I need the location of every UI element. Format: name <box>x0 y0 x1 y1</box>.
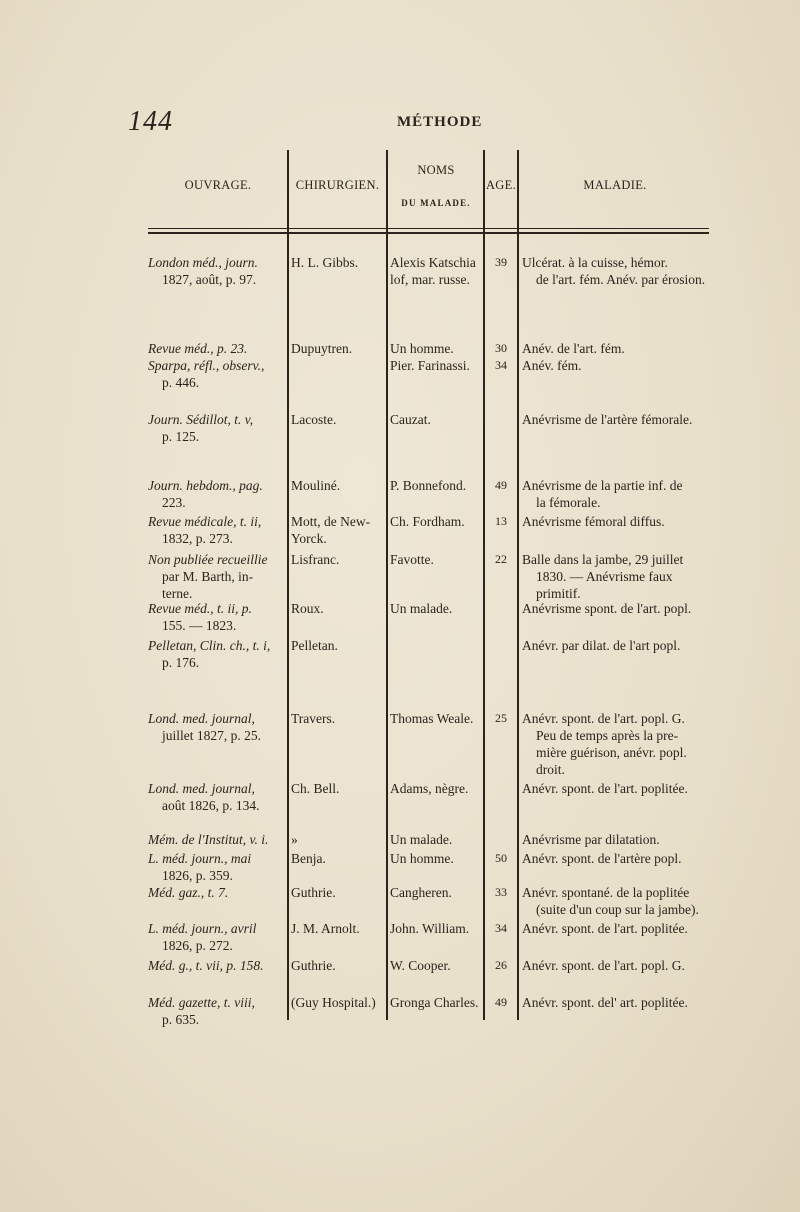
cell-chirurgien: Roux. <box>291 601 324 616</box>
cell-maladie: Balle dans la jambe, 29 juillet <box>522 552 684 567</box>
cell-maladie: Anévr. spont. de l'art. popl. G. <box>522 958 685 973</box>
cell-ouvrage: p. 446. <box>162 375 200 390</box>
cell-maladie: Anévr. spont. de l'art. popl. G. <box>522 711 685 726</box>
cell-noms: W. Cooper. <box>390 958 451 973</box>
cell-chirurgien: Yorck. <box>291 531 327 546</box>
header-rule-bottom <box>148 232 709 234</box>
header-rule-top <box>148 228 709 229</box>
header-du-malade: DU MALADE. <box>401 198 471 208</box>
cell-age: 49 <box>495 478 507 492</box>
header-age: AGE. <box>485 178 516 192</box>
cell-chirurgien: Guthrie. <box>291 958 336 973</box>
cell-ouvrage: Sparpa, réfl., observ., <box>148 358 265 373</box>
cell-age: 39 <box>495 255 507 269</box>
cell-ouvrage: Pelletan, Clin. ch., t. i, <box>148 638 271 653</box>
cell-maladie: Anévrisme spont. de l'art. popl. <box>522 601 692 616</box>
cell-chirurgien: » <box>291 832 298 847</box>
cell-ouvrage: Méd. g., t. vii, p. 158. <box>148 958 264 973</box>
cell-chirurgien: J. M. Arnolt. <box>291 921 360 936</box>
cell-age: 34 <box>495 921 507 935</box>
cell-noms: Alexis Katschia <box>390 255 476 270</box>
cell-chirurgien: Travers. <box>291 711 336 726</box>
cell-chirurgien: Dupuytren. <box>291 341 353 356</box>
cell-noms: lof, mar. russe. <box>390 272 470 287</box>
cell-noms: John. William. <box>390 921 470 936</box>
cell-ouvrage: Journ. hebdom., pag. <box>148 478 263 493</box>
cell-ouvrage: août 1826, p. 134. <box>162 798 260 813</box>
running-title: MÉTHODE <box>397 114 483 130</box>
cell-ouvrage: juillet 1827, p. 25. <box>162 728 261 743</box>
cell-ouvrage: p. 125. <box>162 429 200 444</box>
cell-chirurgien: Lacoste. <box>291 412 337 427</box>
cell-ouvrage: 155. — 1823. <box>162 618 237 633</box>
cell-ouvrage: Lond. med. journal, <box>148 781 255 796</box>
column-separator <box>517 150 519 1020</box>
cell-ouvrage: L. méd. journ., avril <box>148 921 257 936</box>
page-number: 144 <box>128 106 173 137</box>
cell-maladie: Anévr. spont. de l'art. poplitée. <box>522 781 688 796</box>
cell-ouvrage: Revue médicale, t. ii, <box>148 514 262 529</box>
cell-ouvrage: L. méd. journ., mai <box>148 851 252 866</box>
column-separator <box>386 150 388 1020</box>
cell-noms: Pier. Farinassi. <box>390 358 470 373</box>
cell-ouvrage: 223. <box>162 495 186 510</box>
cell-chirurgien: Mott, de New- <box>291 514 371 529</box>
cell-chirurgien: Guthrie. <box>291 885 336 900</box>
cell-noms: Cauzat. <box>390 412 431 427</box>
cell-chirurgien: H. L. Gibbs. <box>291 255 359 270</box>
cell-age: 33 <box>495 885 507 899</box>
cell-maladie: Anévr. par dilat. de l'art popl. <box>522 638 681 653</box>
cell-maladie: Peu de temps après la pre- <box>536 728 679 743</box>
cell-noms: Un malade. <box>390 601 453 616</box>
cell-ouvrage: p. 635. <box>162 1012 200 1027</box>
cell-chirurgien: (Guy Hospital.) <box>291 995 376 1010</box>
cell-ouvrage: p. 176. <box>162 655 200 670</box>
cell-maladie: la fémorale. <box>536 495 601 510</box>
cell-maladie: Anév. fém. <box>522 358 582 373</box>
cell-noms: Cangheren. <box>390 885 452 900</box>
cell-chirurgien: Ch. Bell. <box>291 781 340 796</box>
cell-ouvrage: London méd., journ. <box>148 255 258 270</box>
cell-noms: Un homme. <box>390 851 454 866</box>
cell-maladie: de l'art. fém. Anév. par érosion. <box>536 272 706 287</box>
cell-maladie: Anévr. spontané. de la poplitée <box>522 885 690 900</box>
cell-maladie: Ulcérat. à la cuisse, hémor. <box>522 255 668 270</box>
cell-ouvrage: 1827, août, p. 97. <box>162 272 257 287</box>
cell-noms: Gronga Charles. <box>390 995 479 1010</box>
cell-ouvrage: Mém. de l'Institut, v. i. <box>148 832 269 847</box>
cell-noms: Un homme. <box>390 341 454 356</box>
cell-chirurgien: Mouliné. <box>291 478 341 493</box>
cell-maladie: Anévr. spont. de l'artère popl. <box>522 851 682 866</box>
cell-ouvrage: terne. <box>162 586 193 601</box>
cell-maladie: Anévr. spont. del' art. poplitée. <box>522 995 688 1010</box>
cell-maladie: Anévrisme par dilatation. <box>522 832 660 847</box>
cell-chirurgien: Pelletan. <box>291 638 338 653</box>
cell-maladie: Anévrisme de la partie inf. de <box>522 478 683 493</box>
header-chirurgien: CHIRURGIEN. <box>295 178 380 192</box>
cell-age: 49 <box>495 995 507 1009</box>
cell-maladie: Anévrisme de l'artère fémorale. <box>522 412 693 427</box>
cell-maladie: Anév. de l'art. fém. <box>522 341 625 356</box>
cell-noms: Adams, nègre. <box>390 781 469 796</box>
cell-noms: Ch. Fordham. <box>390 514 465 529</box>
header-noms: NOMS <box>417 163 455 177</box>
cell-noms: P. Bonnefond. <box>390 478 467 493</box>
cell-age: 30 <box>495 341 507 355</box>
header-ouvrage: OUVRAGE. <box>184 178 252 192</box>
cell-age: 50 <box>495 851 507 865</box>
cell-age: 26 <box>495 958 507 972</box>
cell-ouvrage: Lond. med. journal, <box>148 711 255 726</box>
column-separator <box>287 150 289 1020</box>
cell-maladie: 1830. — Anévrisme faux <box>536 569 673 584</box>
cell-age: 13 <box>495 514 507 528</box>
cell-age: 34 <box>495 358 507 372</box>
cell-ouvrage: Revue méd., p. 23. <box>148 341 248 356</box>
cell-age: 22 <box>495 552 507 566</box>
cell-ouvrage: Non publiée recueillie <box>148 552 268 567</box>
cell-maladie: (suite d'un coup sur la jambe). <box>536 902 699 917</box>
cell-chirurgien: Lisfranc. <box>291 552 340 567</box>
header-maladie: MALADIE. <box>583 178 647 192</box>
cell-maladie: Anévrisme fémoral diffus. <box>522 514 665 529</box>
cell-ouvrage: Revue méd., t. ii, p. <box>148 601 252 616</box>
cell-ouvrage: 1826, p. 359. <box>162 868 233 883</box>
cell-ouvrage: Journ. Sédillot, t. v, <box>148 412 254 427</box>
cell-age: 25 <box>495 711 507 725</box>
cell-ouvrage: Méd. gaz., t. 7. <box>148 885 229 900</box>
cell-ouvrage: 1832, p. 273. <box>162 531 233 546</box>
cell-maladie: Anévr. spont. de l'art. poplitée. <box>522 921 688 936</box>
cell-maladie: mière guérison, anévr. popl. <box>536 745 687 760</box>
cell-noms: Favotte. <box>390 552 434 567</box>
cell-maladie: primitif. <box>536 586 581 601</box>
cell-ouvrage: 1826, p. 272. <box>162 938 233 953</box>
cell-maladie: droit. <box>536 762 565 777</box>
cell-chirurgien: Benja. <box>291 851 326 866</box>
cell-ouvrage: Méd. gazette, t. viii, <box>148 995 255 1010</box>
cell-noms: Un malade. <box>390 832 453 847</box>
cell-ouvrage: par M. Barth, in- <box>162 569 254 584</box>
cell-noms: Thomas Weale. <box>390 711 474 726</box>
